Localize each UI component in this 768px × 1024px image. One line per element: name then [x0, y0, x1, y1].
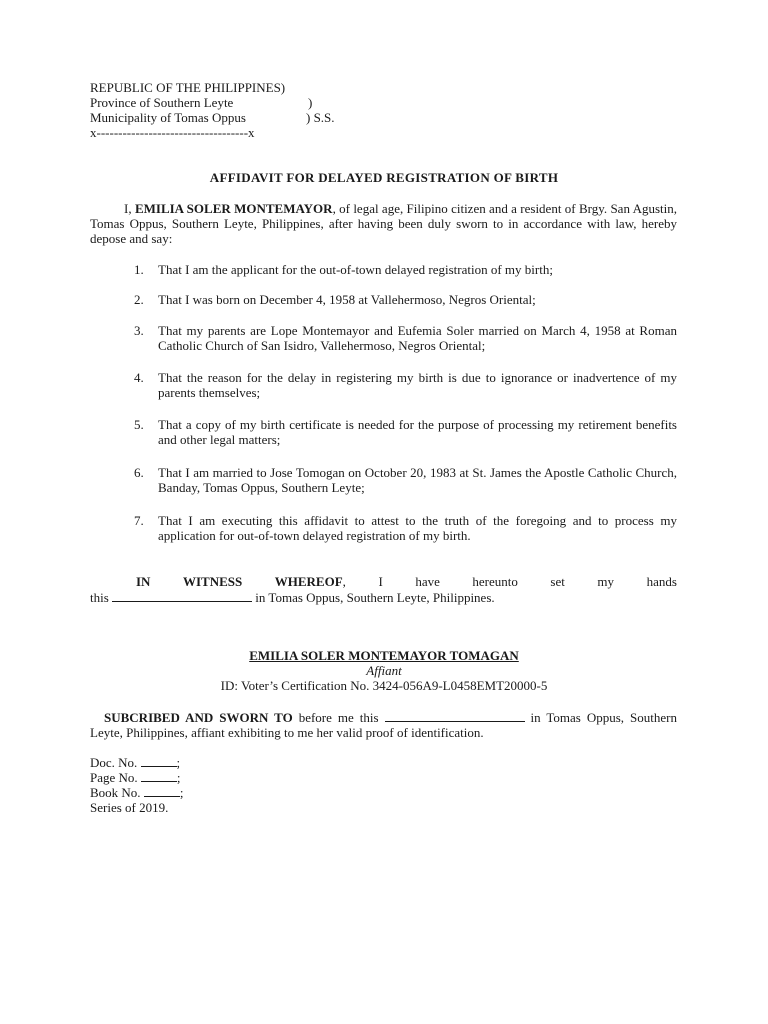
list-item-text: That a copy of my birth certificate is needed for the purpose of processing my retirement benefits and other legal matters; [158, 417, 677, 447]
notarial-doc-blank[interactable] [141, 755, 177, 767]
venue-province-text: Province of Southern Leyte [90, 95, 234, 110]
witness-comma: , [342, 574, 346, 589]
notarial-page-label: Page No. [90, 770, 141, 785]
list-item-text: That I am executing this affidavit to attest to the truth of the foregoing and to process my application for out-of-town delayed registration of my birth. [158, 513, 677, 543]
notarial-book-end: ; [179, 785, 184, 800]
witness-second-line [90, 589, 677, 605]
list-item-number: 5. [134, 417, 144, 432]
notarial-series-line: Series of 2019. [90, 800, 169, 815]
list-item-number: 3. [134, 323, 144, 338]
list-item-number: 6. [134, 465, 144, 480]
jurat-paragraph [90, 709, 677, 740]
notarial-page-blank[interactable] [141, 770, 177, 782]
jurat-date-blank[interactable] [385, 709, 525, 722]
intro-prefix: I, [124, 201, 132, 216]
venue-municipality-paren: ) S.S. [306, 110, 335, 125]
notarial-book-label: Book No. [90, 785, 144, 800]
list-item-text: That I am married to Jose Tomogan on October 20, 1983 at St. James the Apostle Catholic Church, Banday, Tomas Oppus, Southern Leyte; [158, 465, 677, 495]
notarial-register [90, 755, 183, 815]
list-item-text: That I was born on December 4, 1958 at Vallehermoso, Negros Oriental; [158, 292, 536, 307]
witness-clause [90, 574, 677, 605]
affiant-role: Affiant [366, 663, 402, 678]
affiant-signature-name: EMILIA SOLER MONTEMAYOR TOMAGAN [249, 648, 519, 663]
notarial-page-end: ; [176, 770, 181, 785]
list-item-text: That I am the applicant for the out-of-town delayed registration of my birth; [158, 262, 553, 277]
intro-body: , of legal age, Filipino citizen and a resident of Brgy. San Agustin, Tomas Oppus, Southern Leyte, Philippines, after having been duly sworn to in accordance with law, hereby depose and say: [90, 201, 678, 246]
notarial-page-line [90, 770, 183, 785]
witness-word-i: I [378, 574, 383, 589]
list-item-text: That my parents are Lope Montemayor and Eufemia Soler married on March 4, 1958 at Roman Catholic Church of San Isidro, Vallehermoso, Negros Oriental; [158, 323, 677, 353]
notarial-doc-line [90, 755, 183, 770]
witness-word-hands: hands [646, 574, 677, 589]
venue-divider: x-----------------------------------x [90, 125, 255, 140]
list-item-number: 2. [134, 292, 144, 307]
jurat-mid: before me this [292, 710, 385, 725]
jurat-rest: in Tomas Oppus, Southern Leyte, Philippines, affiant exhibiting to me her valid proof of identification. [90, 710, 677, 740]
notarial-doc-label: Doc. No. [90, 755, 141, 770]
witness-word-witness: WITNESS [182, 574, 243, 589]
witness-first-line [90, 574, 677, 589]
witness-date-blank[interactable] [112, 589, 252, 602]
witness-word-whereof-group [275, 574, 346, 589]
list-item-number: 1. [134, 262, 144, 277]
list-item-text: That the reason for the delay in registering my birth is due to ignorance or inadvertence of my parents themselves; [158, 370, 677, 400]
venue-province-paren: ) [308, 95, 313, 110]
intro-paragraph [90, 201, 677, 246]
venue-block [90, 80, 335, 140]
witness-this: this [90, 590, 109, 605]
list-item-number: 7. [134, 513, 144, 528]
witness-word-hereunto: hereunto [472, 574, 518, 589]
venue-republic-line [90, 80, 285, 95]
affiant-name-inline: EMILIA SOLER MONTEMAYOR [134, 201, 333, 216]
witness-place-text: in Tomas Oppus, Southern Leyte, Philippines. [252, 590, 495, 605]
signature-block [0, 648, 768, 693]
witness-word-my: my [597, 574, 615, 589]
venue-municipality-text: Municipality of Tomas Oppus [90, 110, 246, 125]
witness-word-set: set [550, 574, 565, 589]
affiant-id-line: ID: Voter’s Certification No. 3424-056A9-L0458EMT20000-5 [220, 678, 548, 693]
witness-word-have: have [415, 574, 440, 589]
jurat-bold-lead: SUBCRIBED AND SWORN TO [104, 710, 293, 725]
venue-province-line [90, 95, 313, 110]
witness-word-in: IN [136, 574, 151, 589]
document-title: AFFIDAVIT FOR DELAYED REGISTRATION OF BIRTH [209, 170, 559, 185]
notarial-book-blank[interactable] [144, 785, 180, 797]
notarial-doc-end: ; [176, 755, 181, 770]
venue-republic-text: REPUBLIC OF THE PHILIPPINES) [90, 80, 286, 95]
witness-word-whereof: WHEREOF [274, 574, 343, 589]
list-item-number: 4. [134, 370, 144, 385]
notarial-book-line [90, 785, 183, 800]
venue-municipality-line [90, 110, 335, 125]
